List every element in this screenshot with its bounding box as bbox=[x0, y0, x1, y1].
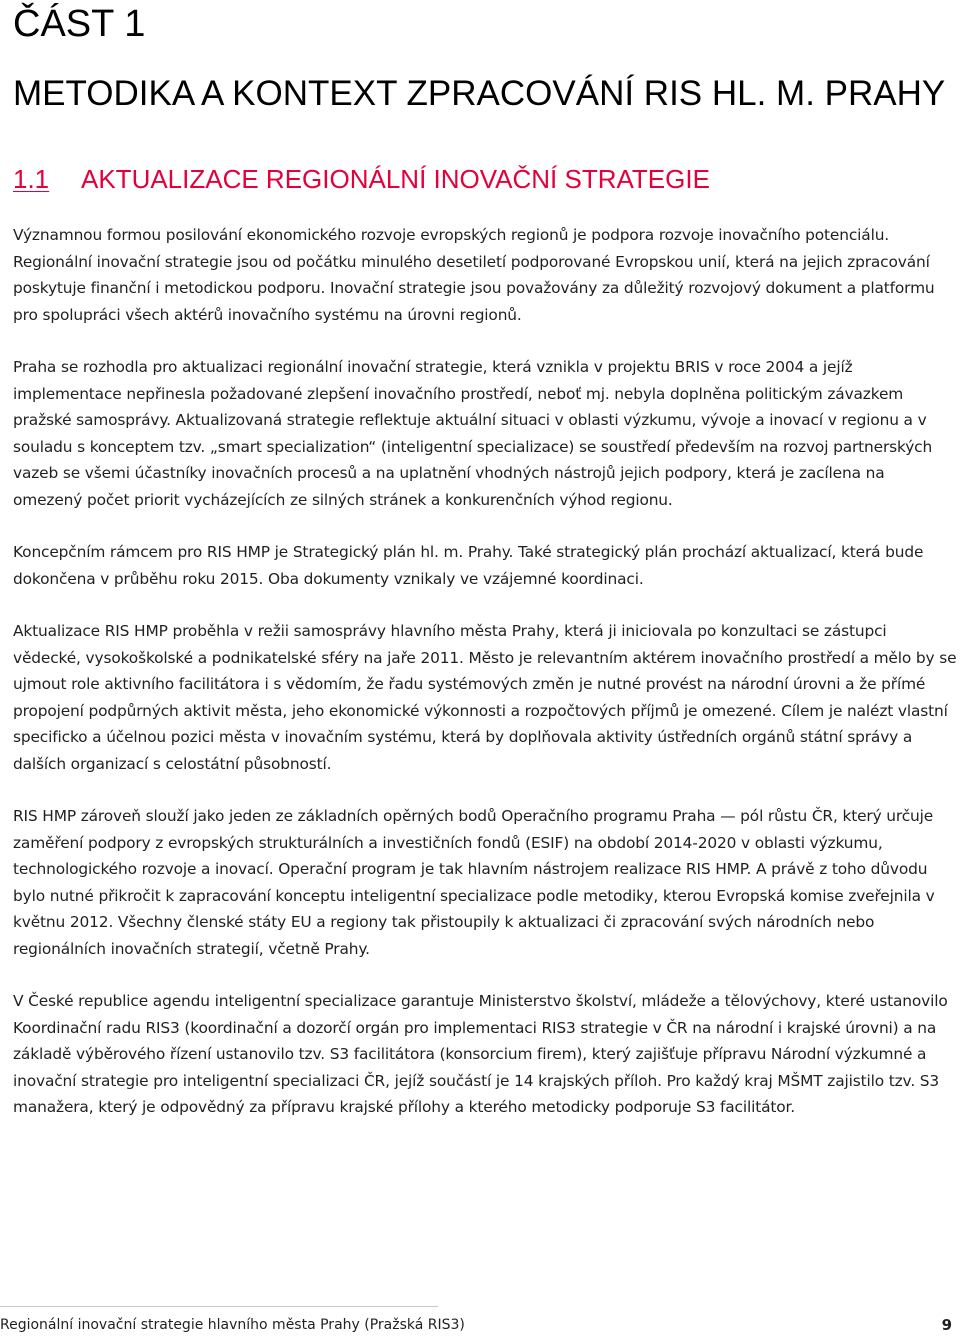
paragraph: Koncepčním rámcem pro RIS HMP je Strategický plán hl. m. Prahy. Také strategický plán prochází aktualizací, která bude dokončena v průběhu roku 2015. Oba dokumenty vznikaly ve vzájemné koordinaci. bbox=[13, 543, 924, 588]
footer-document-title: Regionální inovační strategie hlavního města Prahy (Pražská RIS3) bbox=[0, 1317, 465, 1333]
paragraph: RIS HMP zároveň slouží jako jeden ze základních opěrných bodů Operačního programu Praha — pól růstu ČR, který určuje zaměření podpory z evropských strukturálních a investičních fondů (ESIF) na období 2014-2020 v oblasti výzkumu, technologického rozvoje a inovací. Operační program je tak hlavním nástrojem realizace RIS HMP. A právě z toho důvodu bylo nutné přikročit k zapracování konceptu inteligentní specializace podle metodiky, kterou Evropská komise zveřejnila v květnu 2012. Všechny členské státy EU a regiony tak přistoupily k aktualizaci či zpracování svých národních nebo regionálních inovačních strategií, včetně Prahy. bbox=[13, 807, 935, 958]
section-title: AKTUALIZACE REGIONÁLNÍ INOVAČNÍ STRATEGIE bbox=[81, 164, 710, 194]
body-text bbox=[13, 222, 958, 1147]
chapter-title: METODIKA A KONTEXT ZPRACOVÁNÍ RIS HL. M. PRAHY bbox=[13, 74, 946, 113]
section-number: 1.1 bbox=[13, 164, 50, 194]
paragraph: Aktualizace RIS HMP proběhla v režii samosprávy hlavního města Prahy, která ji iniciovala po konzultaci se zástupci vědecké, vysokoškolské a podnikatelské sféry na jaře 2011. Město je relevantním aktérem inovačního prostředí a mělo by se ujmout role aktivního facilitátora i s vědomím, že řadu systémových změn je nutné provést na národní úrovni a že přímé propojení podpůrných aktivit města, jeho ekonomické výkonnosti a rozpočtových příjmů je omezené. Cílem je nalézt vlastní specificko a účelnou pozici města v inovačním systému, která by doplňovala aktivity ústředních orgánů státní správy a dalších organizací s celostátní působností. bbox=[13, 622, 957, 773]
paragraph: Významnou formou posilování ekonomického rozvoje evropských regionů je podpora rozvoje inovačního potenciálu. Regionální inovační strategie jsou od počátku minulého desetiletí podporované Evropskou unií, která na jejich zpracování poskytuje finanční i metodickou podporu. Inovační strategie jsou považovány za důležitý rozvojový dokument a platformu pro spolupráci všech aktérů inovačního systému na úrovni regionů. bbox=[13, 226, 935, 324]
paragraph: Praha se rozhodla pro aktualizaci regionální inovační strategie, která vznikla v projektu BRIS v roce 2004 a jejíž implementace nepřinesla požadované zlepšení inovačního prostředí, neboť mj. nebyla doplněna politickým závazkem pražské samosprávy. Aktualizovaná strategie reflektuje aktuální situaci v oblasti výzkumu, vývoje a inovací v regionu a v souladu s konceptem tzv. „smart specialization“ (inteligentní specializace) se soustředí především na rozvoj partnerských vazeb se všemi účastníky inovačních procesů a na uplatnění vhodných nástrojů jejich podpory, která je zacílena na omezený počet priorit vycházejících ze silných stránek a konkurenčních výhod regionu. bbox=[13, 358, 933, 509]
section-heading bbox=[13, 162, 710, 196]
page-footer bbox=[0, 1306, 960, 1336]
page-number: 9 bbox=[941, 1316, 952, 1334]
paragraph: V České republice agendu inteligentní specializace garantuje Ministerstvo školství, mládeže a tělovýchovy, které ustanovilo Koordinační radu RIS3 (koordinační a dozorčí orgán pro implementaci RIS3 strategie v ČR na národní i krajské úrovni) a na základě výběrového řízení ustanovilo tzv. S3 facilitátora (konsorcium firem), který zajišťuje přípravu Národní výzkumné a inovační strategie pro inteligentní specializaci ČR, jejíž součástí je 14 krajských příloh. Pro každý kraj MŠMT zajistilo tzv. S3 manažera, který je odpovědný za přípravu krajské přílohy a kterého metodicky podporuje S3 facilitátor. bbox=[13, 992, 948, 1116]
footer-divider bbox=[0, 1306, 438, 1307]
part-label: ČÁST 1 bbox=[13, 3, 146, 45]
